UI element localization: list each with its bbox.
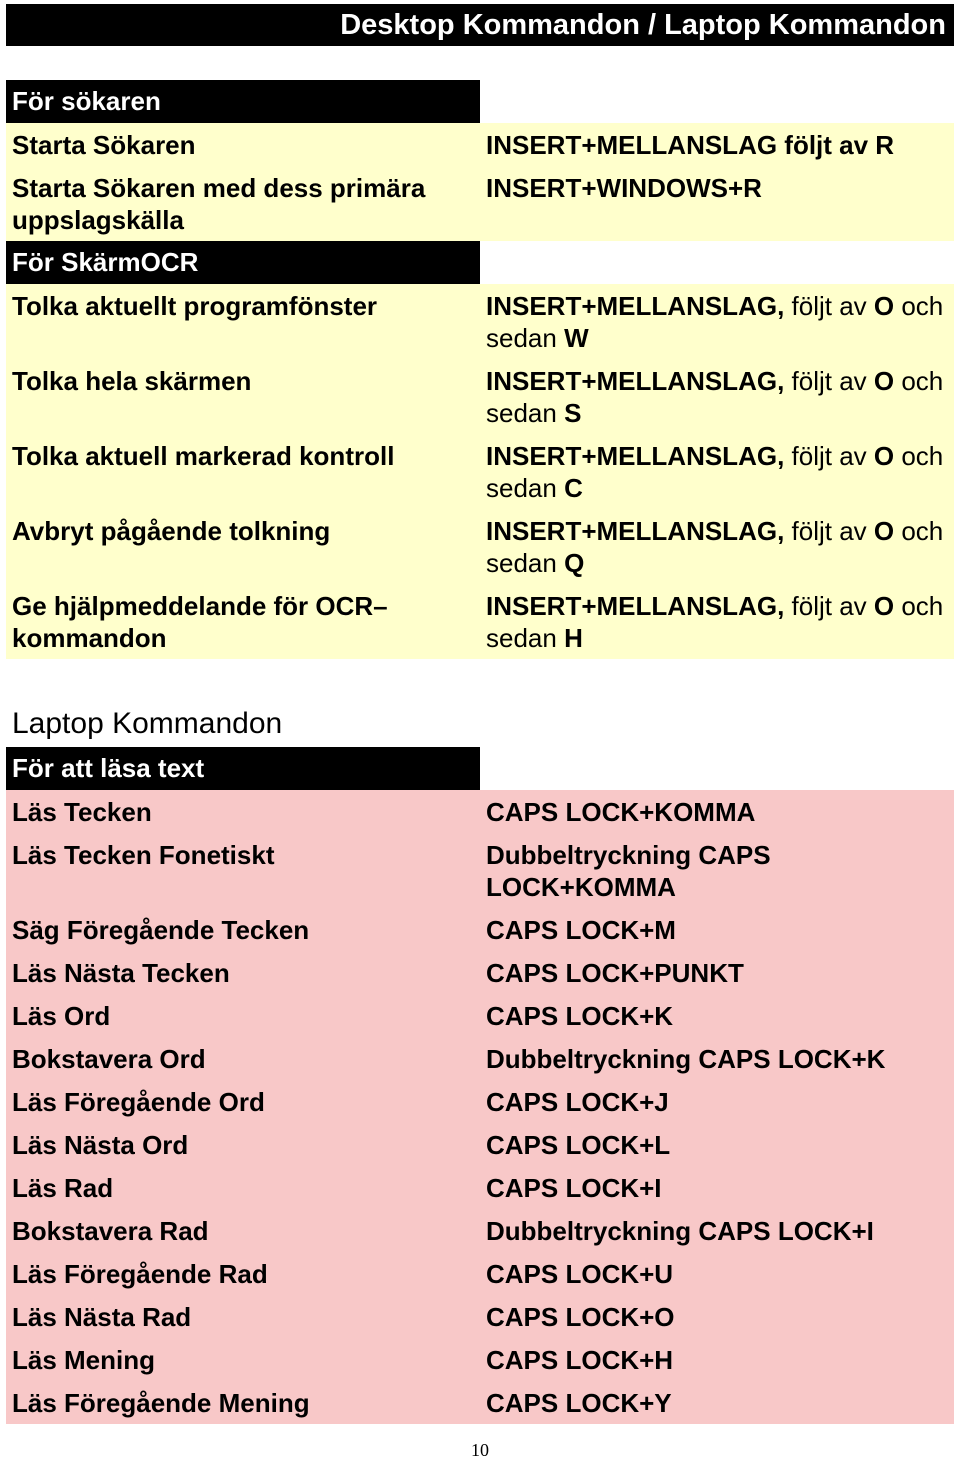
- key-text: CAPS LOCK+I: [486, 1173, 662, 1203]
- command-keystroke: [480, 1338, 954, 1381]
- section-heading-spacer: [480, 80, 954, 123]
- page-header: Desktop Kommandon / Laptop Kommandon: [6, 4, 954, 46]
- key-text: O: [873, 591, 895, 621]
- command-keystroke: [480, 833, 954, 908]
- command-row: [6, 994, 954, 1037]
- command-description: Läs Nästa Tecken: [6, 951, 480, 994]
- command-keystroke: [480, 166, 954, 241]
- command-keystroke: [480, 1123, 954, 1166]
- connector-text: följt av: [784, 441, 874, 471]
- command-keystroke: [480, 434, 954, 509]
- command-keystroke: [480, 994, 954, 1037]
- command-keystroke: [480, 284, 954, 359]
- laptop-commands-table: [6, 747, 954, 1424]
- key-text: Dubbeltryckning CAPS LOCK+K: [486, 1044, 886, 1074]
- key-text: CAPS LOCK+M: [486, 915, 676, 945]
- command-row: [6, 166, 954, 241]
- command-description: Läs Tecken Fonetiskt: [6, 833, 480, 908]
- key-text: CAPS LOCK+KOMMA: [486, 797, 756, 827]
- connector-text: och sedan: [486, 441, 944, 503]
- command-keystroke: [480, 1080, 954, 1123]
- key-text: INSERT+MELLANSLAG,: [486, 591, 785, 621]
- section-heading-spacer: [480, 241, 954, 284]
- command-keystroke: [480, 359, 954, 434]
- command-description: Avbryt pågående tolkning: [6, 509, 480, 584]
- key-text: INSERT+MELLANSLAG följt av R: [486, 130, 895, 160]
- section-heading-spacer: [480, 747, 954, 790]
- command-description: Läs Tecken: [6, 790, 480, 833]
- command-keystroke: [480, 1166, 954, 1209]
- command-keystroke: [480, 1037, 954, 1080]
- section-heading-row: [6, 241, 954, 284]
- connector-text: följt av: [784, 591, 874, 621]
- connector-text: följt av: [784, 516, 874, 546]
- command-description: Läs Nästa Rad: [6, 1295, 480, 1338]
- key-text: CAPS LOCK+O: [486, 1302, 675, 1332]
- command-row: [6, 1080, 954, 1123]
- command-keystroke: [480, 1381, 954, 1424]
- key-text: INSERT+MELLANSLAG,: [486, 516, 785, 546]
- command-row: [6, 833, 954, 908]
- section-heading: För sökaren: [6, 80, 480, 123]
- key-text: CAPS LOCK+Y: [486, 1388, 672, 1418]
- key-text: CAPS LOCK+H: [486, 1345, 674, 1375]
- command-description: Läs Mening: [6, 1338, 480, 1381]
- desktop-commands-table: [6, 80, 954, 659]
- command-keystroke: [480, 584, 954, 659]
- key-text: INSERT+MELLANSLAG,: [486, 441, 785, 471]
- section-heading: För SkärmOCR: [6, 241, 480, 284]
- laptop-section-title: Laptop Kommandon: [12, 707, 283, 740]
- command-row: [6, 509, 954, 584]
- command-description: Läs Rad: [6, 1166, 480, 1209]
- key-text: H: [564, 623, 583, 653]
- key-text: O: [873, 291, 895, 321]
- key-text: INSERT+MELLANSLAG,: [486, 291, 785, 321]
- key-text: S: [564, 398, 582, 428]
- command-description: Läs Föregående Mening: [6, 1381, 480, 1424]
- key-text: CAPS LOCK+L: [486, 1130, 671, 1160]
- command-row: [6, 584, 954, 659]
- command-row: [6, 908, 954, 951]
- page-number: 10: [471, 1440, 489, 1460]
- key-text: CAPS LOCK+PUNKT: [486, 958, 744, 988]
- command-description: Läs Ord: [6, 994, 480, 1037]
- command-description: Säg Föregående Tecken: [6, 908, 480, 951]
- connector-text: och sedan: [486, 291, 944, 353]
- command-row: [6, 951, 954, 994]
- command-description: Bokstavera Ord: [6, 1037, 480, 1080]
- command-row: [6, 434, 954, 509]
- command-description: Bokstavera Rad: [6, 1209, 480, 1252]
- command-description: Tolka hela skärmen: [6, 359, 480, 434]
- command-description: Läs Föregående Rad: [6, 1252, 480, 1295]
- key-text: O: [873, 441, 895, 471]
- command-row: [6, 1381, 954, 1424]
- key-text: CAPS LOCK+K: [486, 1001, 674, 1031]
- connector-text: följt av: [784, 366, 874, 396]
- command-row: [6, 284, 954, 359]
- command-description: Läs Nästa Ord: [6, 1123, 480, 1166]
- key-text: CAPS LOCK+U: [486, 1259, 674, 1289]
- key-text: INSERT+MELLANSLAG,: [486, 366, 785, 396]
- command-row: [6, 1295, 954, 1338]
- command-row: [6, 359, 954, 434]
- command-keystroke: [480, 1295, 954, 1338]
- command-keystroke: [480, 908, 954, 951]
- command-keystroke: [480, 1252, 954, 1295]
- command-description: Tolka aktuellt programfönster: [6, 284, 480, 359]
- command-keystroke: [480, 790, 954, 833]
- command-keystroke: [480, 1209, 954, 1252]
- connector-text: och sedan: [486, 516, 944, 578]
- key-text: Q: [564, 548, 585, 578]
- key-text: C: [564, 473, 583, 503]
- command-keystroke: [480, 951, 954, 994]
- key-text: CAPS LOCK+J: [486, 1087, 669, 1117]
- key-text: Dubbeltryckning CAPS LOCK+I: [486, 1216, 874, 1246]
- command-row: [6, 123, 954, 166]
- command-keystroke: [480, 509, 954, 584]
- section-heading-row: [6, 747, 954, 790]
- key-text: Dubbeltryckning CAPS LOCK+KOMMA: [486, 840, 771, 902]
- command-row: [6, 790, 954, 833]
- section-heading: För att läsa text: [6, 747, 480, 790]
- key-text: O: [873, 366, 895, 396]
- command-row: [6, 1166, 954, 1209]
- key-text: O: [873, 516, 895, 546]
- command-description: Starta Sökaren: [6, 123, 480, 166]
- key-text: INSERT+WINDOWS+R: [486, 173, 762, 203]
- key-text: W: [564, 323, 589, 353]
- section-heading-row: [6, 80, 954, 123]
- command-row: [6, 1209, 954, 1252]
- command-keystroke: [480, 123, 954, 166]
- connector-text: och sedan: [486, 366, 944, 428]
- command-row: [6, 1037, 954, 1080]
- command-row: [6, 1252, 954, 1295]
- connector-text: och sedan: [486, 591, 944, 653]
- command-description: Läs Föregående Ord: [6, 1080, 480, 1123]
- command-row: [6, 1338, 954, 1381]
- command-description: Tolka aktuell markerad kontroll: [6, 434, 480, 509]
- command-row: [6, 1123, 954, 1166]
- connector-text: följt av: [784, 291, 874, 321]
- command-description: Ge hjälpmeddelande för OCR–kommandon: [6, 584, 480, 659]
- command-description: Starta Sökaren med dess primära uppslagskälla: [6, 166, 480, 241]
